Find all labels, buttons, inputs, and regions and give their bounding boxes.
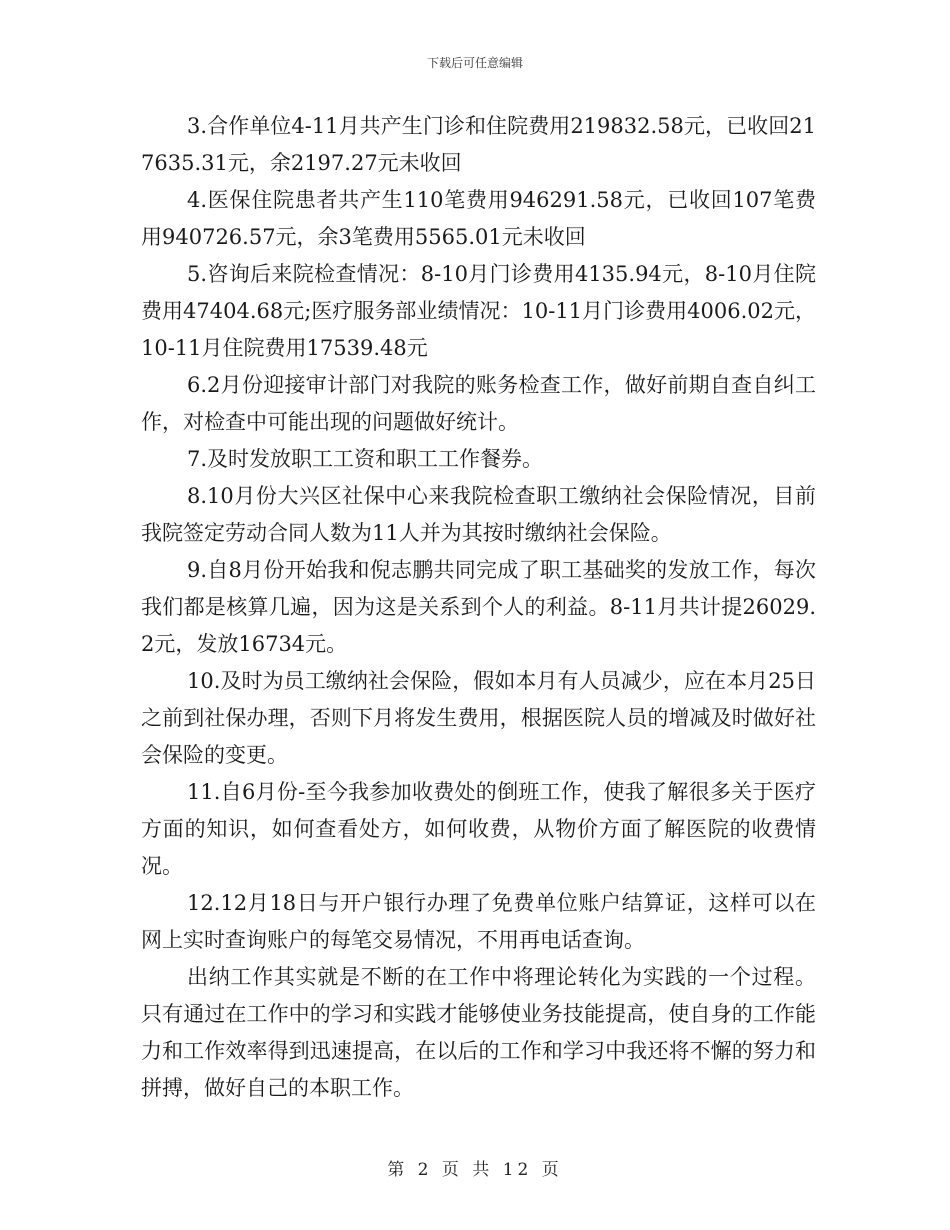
page-header: 下载后可任意编辑 bbox=[426, 56, 523, 70]
paragraph-item-6: 6.2月份迎接审计部门对我院的账务检查工作，做好前期自查自纠工作，对检查中可能出现的问题做好统计。 bbox=[141, 373, 816, 434]
document-body bbox=[141, 108, 816, 1107]
paragraph-item-9: 9.自8月份开始我和倪志鹏共同完成了职工基础奖的发放工作，每次我们都是核算几遍，因为这是关系到个人的利益。8-11月共计提26029.2元，发放16734元。 bbox=[141, 558, 816, 656]
paragraph-summary: 出纳工作其实就是不断的在工作中将理论转化为实践的一个过程。只有通过在工作中的学习和实践才能够使业务技能提高，使自身的工作能力和工作效率得到迅速提高，在以后的工作和学习中我还将不懈的努力和拼搏，做好自己的本职工作。 bbox=[141, 965, 816, 1100]
paragraph-item-5: 5.咨询后来院检查情况：8-10月门诊费用4135.94元，8-10月住院费用47404.68元;医疗服务部业绩情况：10-11月门诊费用4006.02元，10-11月住院费用17539.48元 bbox=[141, 262, 816, 360]
paragraph-item-7: 7.及时发放职工工资和职工工作餐券。 bbox=[187, 447, 544, 471]
paragraph-item-11: 11.自6月份-至今我参加收费处的倒班工作，使我了解很多关于医疗方面的知识，如何查看处方，如何收费，从物价方面了解医院的收费情况。 bbox=[141, 780, 816, 878]
paragraph-item-10: 10.及时为员工缴纳社会保险，假如本月有人员减少，应在本月25日之前到社保办理，否则下月将发生费用，根据医院人员的增减及时做好社会保险的变更。 bbox=[141, 669, 816, 767]
paragraph-item-12: 12.12月18日与开户银行办理了免费单位账户结算证，这样可以在网上实时查询账户的每笔交易情况，不用再电话查询。 bbox=[141, 891, 816, 952]
paragraph-item-3: 3.合作单位4-11月共产生门诊和住院费用219832.58元，已收回217635.31元，余2197.27元未收回 bbox=[141, 114, 816, 175]
page-footer: 第 2 页 共 12 页 bbox=[387, 1160, 563, 1180]
paragraph-item-8: 8.10月份大兴区社保中心来我院检查职工缴纳社会保险情况，目前我院签定劳动合同人数为11人并为其按时缴纳社会保险。 bbox=[141, 484, 816, 545]
paragraph-item-4: 4.医保住院患者共产生110笔费用946291.58元，已收回107笔费用940726.57元，余3笔费用5565.01元未收回 bbox=[141, 188, 816, 249]
